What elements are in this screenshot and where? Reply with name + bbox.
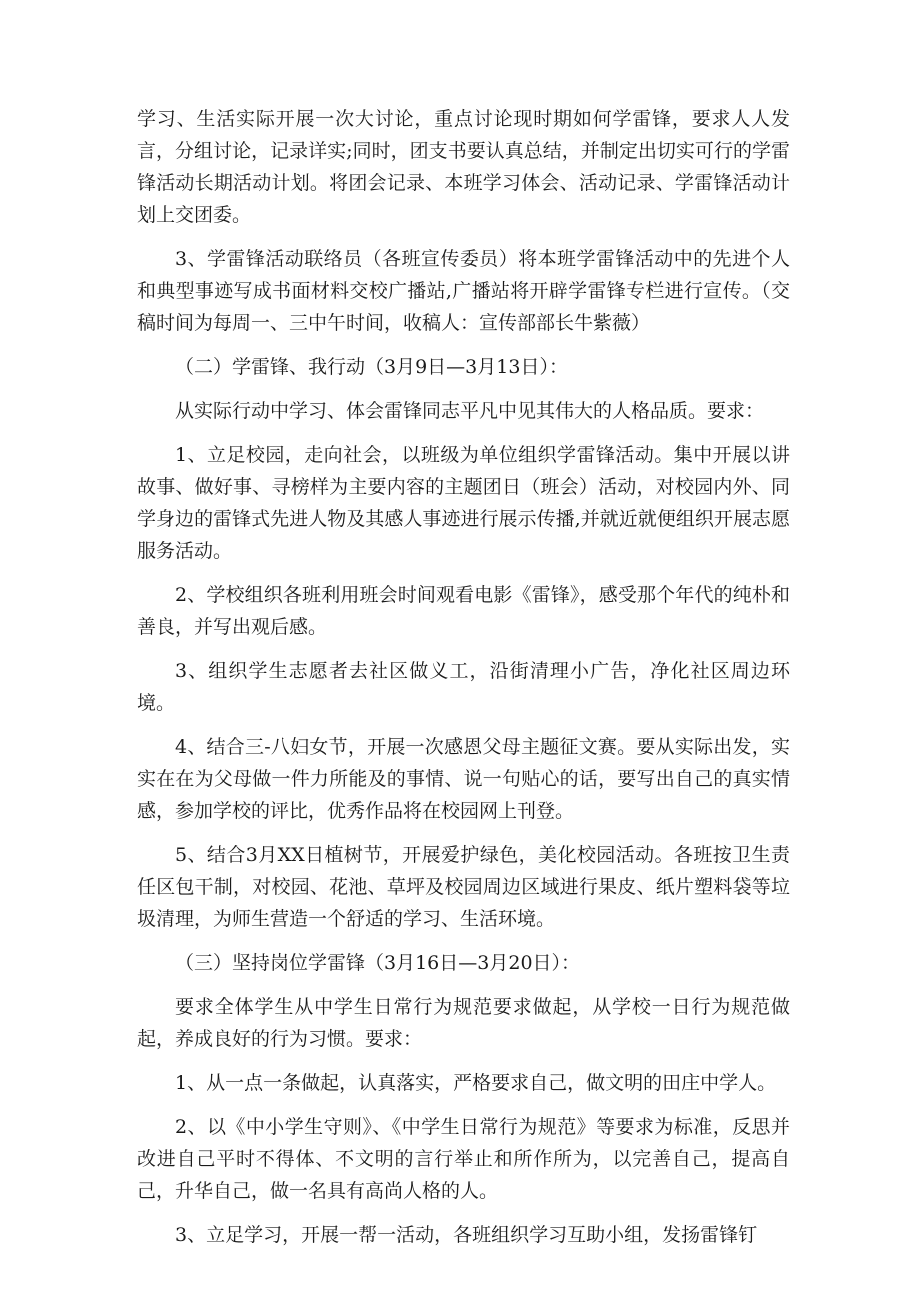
paragraph-item-2-code: 2、以《中小学生守则》、《中学生日常行为规范》等要求为标准，反思并改进自己平时不得体、不文明的言行举止和所作所为，以完善自己，提高自己，升华自己，做一名具有高尚人格的人。	[137, 1116, 790, 1202]
section-heading-3: （三）坚持岗位学雷锋（3月16日—3月20日）：	[175, 952, 581, 974]
paragraph-item-4-essay: 4、结合三-八妇女节，开展一次感恩父母主题征文赛。要从实际出发，实实在在为父母做一件力所能及的事情、说一句贴心的话，要写出自己的真实情感，参加学校的评比，优秀作品将在校园网上刊登。	[137, 736, 790, 822]
section-heading-2: （二）学雷锋、我行动（3月9日—3月13日）：	[175, 356, 568, 378]
paragraph-item-1-discipline: 1、从一点一条做起，认真落实，严格要求自己，做文明的田庄中学人。	[175, 1072, 777, 1094]
paragraph-section-3-intro: 要求全体学生从中学生日常行为规范要求做起，从学校一日行为规范做起，养成良好的行为习惯。要求：	[137, 996, 790, 1050]
paragraph-item-3-study: 3、立足学习，开展一帮一活动，各班组织学习互助小组，发扬雷锋钉	[175, 1224, 758, 1246]
paragraph-item-3-volunteer: 3、组织学生志愿者去社区做义工，沿街清理小广告，净化社区周边环境。	[137, 660, 790, 714]
paragraph-continuation: 学习、生活实际开展一次大讨论，重点讨论现时期如何学雷锋，要求人人发言，分组讨论，记录详实;同时，团支书要认真总结，并制定出切实可行的学雷锋活动长期活动计划。将团会记录、本班学习体会、活动记录、学雷锋活动计划上交团委。	[137, 108, 790, 226]
paragraph-item-3-liaison: 3、学雷锋活动联络员（各班宣传委员）将本班学雷锋活动中的先进个人和典型事迹写成书面材料交校广播站,广播站将开辟学雷锋专栏进行宣传。（交稿时间为每周一、三中午时间，收稿人：宣传部部长牛紫薇）	[137, 248, 790, 334]
paragraph-item-1-campus: 1、立足校园，走向社会，以班级为单位组织学雷锋活动。集中开展以讲故事、做好事、寻榜样为主要内容的主题团日（班会）活动，对校园内外、同学身边的雷锋式先进人物及其感人事迹进行展示传播,并就近就便组织开展志愿服务活动。	[137, 444, 790, 562]
paragraph-item-5-arbor-day: 5、结合3月XX日植树节，开展爱护绿色，美化校园活动。各班按卫生责任区包干制，对校园、花池、草坪及校园周边区域进行果皮、纸片塑料袋等垃圾清理，为师生营造一个舒适的学习、生活环境。	[137, 844, 790, 930]
paragraph-item-2-movie: 2、学校组织各班利用班会时间观看电影《雷锋》，感受那个年代的纯朴和善良，并写出观后感。	[137, 584, 790, 638]
paragraph-section-2-intro: 从实际行动中学习、体会雷锋同志平凡中见其伟大的人格品质。要求：	[175, 400, 765, 422]
